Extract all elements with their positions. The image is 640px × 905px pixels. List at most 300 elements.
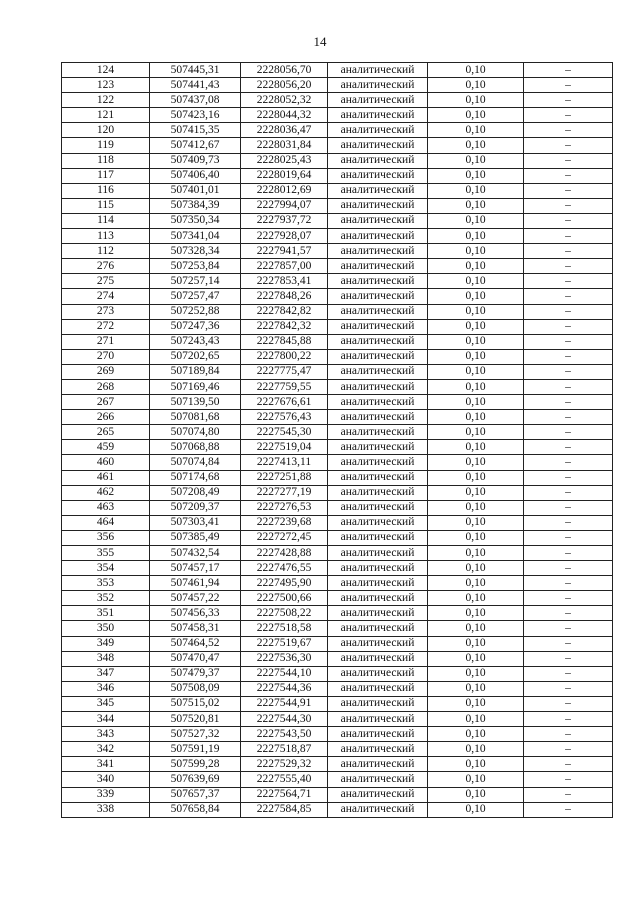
y-coordinate-cell: 2227428,88 xyxy=(241,546,328,561)
point-number-cell: 463 xyxy=(62,500,150,515)
x-coordinate-cell: 507527,32 xyxy=(150,727,241,742)
accuracy-cell: 0,10 xyxy=(428,666,524,681)
method-cell: аналитический xyxy=(328,591,428,606)
accuracy-cell: 0,10 xyxy=(428,470,524,485)
point-number-cell: 464 xyxy=(62,515,150,530)
x-coordinate-cell: 507470,47 xyxy=(150,651,241,666)
method-cell: аналитический xyxy=(328,123,428,138)
x-coordinate-cell: 507384,39 xyxy=(150,198,241,213)
table-row xyxy=(62,138,613,153)
x-coordinate-cell: 507341,04 xyxy=(150,229,241,244)
description-cell: – xyxy=(524,259,613,274)
description-cell: – xyxy=(524,742,613,757)
table-row xyxy=(62,395,613,410)
point-number-cell: 122 xyxy=(62,93,150,108)
x-coordinate-cell: 507208,49 xyxy=(150,485,241,500)
accuracy-cell: 0,10 xyxy=(428,319,524,334)
method-cell: аналитический xyxy=(328,546,428,561)
x-coordinate-cell: 507385,49 xyxy=(150,530,241,545)
method-cell: аналитический xyxy=(328,153,428,168)
table-row xyxy=(62,213,613,228)
accuracy-cell: 0,10 xyxy=(428,78,524,93)
point-number-cell: 113 xyxy=(62,229,150,244)
table-row xyxy=(62,379,613,394)
description-cell: – xyxy=(524,349,613,364)
accuracy-cell: 0,10 xyxy=(428,500,524,515)
x-coordinate-cell: 507252,88 xyxy=(150,304,241,319)
method-cell: аналитический xyxy=(328,651,428,666)
accuracy-cell: 0,10 xyxy=(428,410,524,425)
x-coordinate-cell: 507423,16 xyxy=(150,108,241,123)
accuracy-cell: 0,10 xyxy=(428,515,524,530)
point-number-cell: 117 xyxy=(62,168,150,183)
y-coordinate-cell: 2227536,30 xyxy=(241,651,328,666)
description-cell: – xyxy=(524,63,613,78)
table-row xyxy=(62,425,613,440)
accuracy-cell: 0,10 xyxy=(428,576,524,591)
point-number-cell: 339 xyxy=(62,787,150,802)
x-coordinate-cell: 507139,50 xyxy=(150,395,241,410)
table-row xyxy=(62,727,613,742)
point-number-cell: 112 xyxy=(62,244,150,259)
y-coordinate-cell: 2227518,87 xyxy=(241,742,328,757)
description-cell: – xyxy=(524,651,613,666)
point-number-cell: 341 xyxy=(62,757,150,772)
y-coordinate-cell: 2227518,58 xyxy=(241,621,328,636)
description-cell: – xyxy=(524,229,613,244)
description-cell: – xyxy=(524,274,613,289)
description-cell: – xyxy=(524,244,613,259)
accuracy-cell: 0,10 xyxy=(428,696,524,711)
accuracy-cell: 0,10 xyxy=(428,289,524,304)
accuracy-cell: 0,10 xyxy=(428,757,524,772)
method-cell: аналитический xyxy=(328,63,428,78)
x-coordinate-cell: 507457,17 xyxy=(150,561,241,576)
x-coordinate-cell: 507457,22 xyxy=(150,591,241,606)
description-cell: – xyxy=(524,304,613,319)
description-cell: – xyxy=(524,772,613,787)
y-coordinate-cell: 2227937,72 xyxy=(241,213,328,228)
description-cell: – xyxy=(524,515,613,530)
accuracy-cell: 0,10 xyxy=(428,772,524,787)
description-cell: – xyxy=(524,561,613,576)
description-cell: – xyxy=(524,213,613,228)
table-row xyxy=(62,591,613,606)
x-coordinate-cell: 507432,54 xyxy=(150,546,241,561)
method-cell: аналитический xyxy=(328,561,428,576)
method-cell: аналитический xyxy=(328,621,428,636)
point-number-cell: 118 xyxy=(62,153,150,168)
point-number-cell: 461 xyxy=(62,470,150,485)
accuracy-cell: 0,10 xyxy=(428,440,524,455)
table-row xyxy=(62,319,613,334)
x-coordinate-cell: 507328,34 xyxy=(150,244,241,259)
table-row xyxy=(62,364,613,379)
method-cell: аналитический xyxy=(328,440,428,455)
y-coordinate-cell: 2227529,32 xyxy=(241,757,328,772)
point-number-cell: 342 xyxy=(62,742,150,757)
method-cell: аналитический xyxy=(328,304,428,319)
point-number-cell: 124 xyxy=(62,63,150,78)
method-cell: аналитический xyxy=(328,78,428,93)
x-coordinate-cell: 507458,31 xyxy=(150,621,241,636)
description-cell: – xyxy=(524,395,613,410)
point-number-cell: 120 xyxy=(62,123,150,138)
y-coordinate-cell: 2228012,69 xyxy=(241,183,328,198)
point-number-cell: 460 xyxy=(62,455,150,470)
point-number-cell: 116 xyxy=(62,183,150,198)
y-coordinate-cell: 2228056,70 xyxy=(241,63,328,78)
x-coordinate-cell: 507445,31 xyxy=(150,63,241,78)
page-number: 14 xyxy=(313,34,327,49)
y-coordinate-cell: 2227941,57 xyxy=(241,244,328,259)
x-coordinate-cell: 507068,88 xyxy=(150,440,241,455)
table-row xyxy=(62,93,613,108)
description-cell: – xyxy=(524,727,613,742)
table-row xyxy=(62,63,613,78)
accuracy-cell: 0,10 xyxy=(428,168,524,183)
accuracy-cell: 0,10 xyxy=(428,591,524,606)
table-row xyxy=(62,274,613,289)
y-coordinate-cell: 2227251,88 xyxy=(241,470,328,485)
table-row xyxy=(62,621,613,636)
table-row xyxy=(62,712,613,727)
point-number-cell: 266 xyxy=(62,410,150,425)
description-cell: – xyxy=(524,455,613,470)
accuracy-cell: 0,10 xyxy=(428,606,524,621)
description-cell: – xyxy=(524,787,613,802)
table-row xyxy=(62,757,613,772)
method-cell: аналитический xyxy=(328,500,428,515)
method-cell: аналитический xyxy=(328,470,428,485)
description-cell: – xyxy=(524,108,613,123)
description-cell: – xyxy=(524,289,613,304)
y-coordinate-cell: 2227848,26 xyxy=(241,289,328,304)
y-coordinate-cell: 2227544,36 xyxy=(241,681,328,696)
y-coordinate-cell: 2227543,50 xyxy=(241,727,328,742)
y-coordinate-cell: 2227800,22 xyxy=(241,349,328,364)
point-number-cell: 356 xyxy=(62,530,150,545)
table-row xyxy=(62,455,613,470)
method-cell: аналитический xyxy=(328,727,428,742)
method-cell: аналитический xyxy=(328,772,428,787)
point-number-cell: 121 xyxy=(62,108,150,123)
accuracy-cell: 0,10 xyxy=(428,229,524,244)
description-cell: – xyxy=(524,546,613,561)
method-cell: аналитический xyxy=(328,515,428,530)
y-coordinate-cell: 2227994,07 xyxy=(241,198,328,213)
x-coordinate-cell: 507415,35 xyxy=(150,123,241,138)
x-coordinate-cell: 507520,81 xyxy=(150,712,241,727)
x-coordinate-cell: 507303,41 xyxy=(150,515,241,530)
table-row xyxy=(62,410,613,425)
table-row xyxy=(62,576,613,591)
y-coordinate-cell: 2227500,66 xyxy=(241,591,328,606)
x-coordinate-cell: 507479,37 xyxy=(150,666,241,681)
accuracy-cell: 0,10 xyxy=(428,621,524,636)
y-coordinate-cell: 2227576,43 xyxy=(241,410,328,425)
point-number-cell: 351 xyxy=(62,606,150,621)
description-cell: – xyxy=(524,168,613,183)
method-cell: аналитический xyxy=(328,696,428,711)
table-row xyxy=(62,349,613,364)
table-row xyxy=(62,515,613,530)
x-coordinate-cell: 507657,37 xyxy=(150,787,241,802)
method-cell: аналитический xyxy=(328,198,428,213)
y-coordinate-cell: 2227495,90 xyxy=(241,576,328,591)
point-number-cell: 269 xyxy=(62,364,150,379)
accuracy-cell: 0,10 xyxy=(428,244,524,259)
table-row xyxy=(62,606,613,621)
accuracy-cell: 0,10 xyxy=(428,727,524,742)
description-cell: – xyxy=(524,379,613,394)
table-row xyxy=(62,500,613,515)
method-cell: аналитический xyxy=(328,334,428,349)
accuracy-cell: 0,10 xyxy=(428,274,524,289)
description-cell: – xyxy=(524,500,613,515)
point-number-cell: 347 xyxy=(62,666,150,681)
method-cell: аналитический xyxy=(328,666,428,681)
x-coordinate-cell: 507202,65 xyxy=(150,349,241,364)
table-row xyxy=(62,530,613,545)
method-cell: аналитический xyxy=(328,636,428,651)
description-cell: – xyxy=(524,621,613,636)
x-coordinate-cell: 507461,94 xyxy=(150,576,241,591)
method-cell: аналитический xyxy=(328,289,428,304)
accuracy-cell: 0,10 xyxy=(428,123,524,138)
description-cell: – xyxy=(524,198,613,213)
method-cell: аналитический xyxy=(328,274,428,289)
y-coordinate-cell: 2228056,20 xyxy=(241,78,328,93)
table-row xyxy=(62,334,613,349)
x-coordinate-cell: 507189,84 xyxy=(150,364,241,379)
description-cell: – xyxy=(524,591,613,606)
table-row xyxy=(62,259,613,274)
point-number-cell: 349 xyxy=(62,636,150,651)
x-coordinate-cell: 507591,19 xyxy=(150,742,241,757)
method-cell: аналитический xyxy=(328,787,428,802)
description-cell: – xyxy=(524,666,613,681)
point-number-cell: 340 xyxy=(62,772,150,787)
accuracy-cell: 0,10 xyxy=(428,546,524,561)
x-coordinate-cell: 507409,73 xyxy=(150,153,241,168)
point-number-cell: 353 xyxy=(62,576,150,591)
y-coordinate-cell: 2227544,10 xyxy=(241,666,328,681)
y-coordinate-cell: 2227759,55 xyxy=(241,379,328,394)
accuracy-cell: 0,10 xyxy=(428,213,524,228)
method-cell: аналитический xyxy=(328,379,428,394)
table-row xyxy=(62,636,613,651)
description-cell: – xyxy=(524,153,613,168)
point-number-cell: 346 xyxy=(62,681,150,696)
description-cell: – xyxy=(524,757,613,772)
x-coordinate-cell: 507257,14 xyxy=(150,274,241,289)
table-row xyxy=(62,304,613,319)
y-coordinate-cell: 2227584,85 xyxy=(241,802,328,817)
accuracy-cell: 0,10 xyxy=(428,304,524,319)
y-coordinate-cell: 2227928,07 xyxy=(241,229,328,244)
table-row xyxy=(62,742,613,757)
y-coordinate-cell: 2227272,45 xyxy=(241,530,328,545)
x-coordinate-cell: 507247,36 xyxy=(150,319,241,334)
accuracy-cell: 0,10 xyxy=(428,198,524,213)
y-coordinate-cell: 2227544,91 xyxy=(241,696,328,711)
accuracy-cell: 0,10 xyxy=(428,334,524,349)
x-coordinate-cell: 507401,01 xyxy=(150,183,241,198)
accuracy-cell: 0,10 xyxy=(428,259,524,274)
y-coordinate-cell: 2227413,11 xyxy=(241,455,328,470)
point-number-cell: 459 xyxy=(62,440,150,455)
point-number-cell: 345 xyxy=(62,696,150,711)
table-row xyxy=(62,470,613,485)
point-number-cell: 462 xyxy=(62,485,150,500)
method-cell: аналитический xyxy=(328,410,428,425)
point-number-cell: 276 xyxy=(62,259,150,274)
table-row xyxy=(62,681,613,696)
x-coordinate-cell: 507350,34 xyxy=(150,213,241,228)
x-coordinate-cell: 507508,09 xyxy=(150,681,241,696)
table-row xyxy=(62,108,613,123)
y-coordinate-cell: 2227519,67 xyxy=(241,636,328,651)
method-cell: аналитический xyxy=(328,244,428,259)
method-cell: аналитический xyxy=(328,138,428,153)
accuracy-cell: 0,10 xyxy=(428,379,524,394)
point-number-cell: 270 xyxy=(62,349,150,364)
table-row xyxy=(62,229,613,244)
accuracy-cell: 0,10 xyxy=(428,108,524,123)
description-cell: – xyxy=(524,636,613,651)
y-coordinate-cell: 2227845,88 xyxy=(241,334,328,349)
y-coordinate-cell: 2227276,53 xyxy=(241,500,328,515)
method-cell: аналитический xyxy=(328,364,428,379)
table-row xyxy=(62,289,613,304)
x-coordinate-cell: 507639,69 xyxy=(150,772,241,787)
accuracy-cell: 0,10 xyxy=(428,425,524,440)
accuracy-cell: 0,10 xyxy=(428,561,524,576)
description-cell: – xyxy=(524,802,613,817)
table-body xyxy=(62,63,613,818)
point-number-cell: 273 xyxy=(62,304,150,319)
table-row xyxy=(62,802,613,817)
y-coordinate-cell: 2227239,68 xyxy=(241,515,328,530)
table-row xyxy=(62,198,613,213)
x-coordinate-cell: 507658,84 xyxy=(150,802,241,817)
method-cell: аналитический xyxy=(328,802,428,817)
x-coordinate-cell: 507412,67 xyxy=(150,138,241,153)
table-row xyxy=(62,561,613,576)
description-cell: – xyxy=(524,334,613,349)
x-coordinate-cell: 507253,84 xyxy=(150,259,241,274)
method-cell: аналитический xyxy=(328,319,428,334)
description-cell: – xyxy=(524,470,613,485)
y-coordinate-cell: 2227676,61 xyxy=(241,395,328,410)
y-coordinate-cell: 2228031,84 xyxy=(241,138,328,153)
method-cell: аналитический xyxy=(328,425,428,440)
point-number-cell: 344 xyxy=(62,712,150,727)
description-cell: – xyxy=(524,576,613,591)
point-number-cell: 271 xyxy=(62,334,150,349)
description-cell: – xyxy=(524,606,613,621)
table-row xyxy=(62,183,613,198)
point-number-cell: 115 xyxy=(62,198,150,213)
y-coordinate-cell: 2227564,71 xyxy=(241,787,328,802)
point-number-cell: 354 xyxy=(62,561,150,576)
x-coordinate-cell: 507441,43 xyxy=(150,78,241,93)
table-row xyxy=(62,485,613,500)
description-cell: – xyxy=(524,681,613,696)
point-number-cell: 119 xyxy=(62,138,150,153)
point-number-cell: 123 xyxy=(62,78,150,93)
point-number-cell: 265 xyxy=(62,425,150,440)
method-cell: аналитический xyxy=(328,757,428,772)
table-row xyxy=(62,440,613,455)
x-coordinate-cell: 507406,40 xyxy=(150,168,241,183)
point-number-cell: 348 xyxy=(62,651,150,666)
y-coordinate-cell: 2227555,40 xyxy=(241,772,328,787)
method-cell: аналитический xyxy=(328,742,428,757)
y-coordinate-cell: 2227775,47 xyxy=(241,364,328,379)
description-cell: – xyxy=(524,319,613,334)
x-coordinate-cell: 507257,47 xyxy=(150,289,241,304)
y-coordinate-cell: 2228025,43 xyxy=(241,153,328,168)
point-number-cell: 275 xyxy=(62,274,150,289)
method-cell: аналитический xyxy=(328,576,428,591)
accuracy-cell: 0,10 xyxy=(428,636,524,651)
description-cell: – xyxy=(524,440,613,455)
description-cell: – xyxy=(524,78,613,93)
method-cell: аналитический xyxy=(328,681,428,696)
accuracy-cell: 0,10 xyxy=(428,681,524,696)
y-coordinate-cell: 2227519,04 xyxy=(241,440,328,455)
x-coordinate-cell: 507169,46 xyxy=(150,379,241,394)
table-row xyxy=(62,78,613,93)
accuracy-cell: 0,10 xyxy=(428,153,524,168)
accuracy-cell: 0,10 xyxy=(428,138,524,153)
method-cell: аналитический xyxy=(328,485,428,500)
accuracy-cell: 0,10 xyxy=(428,364,524,379)
x-coordinate-cell: 507599,28 xyxy=(150,757,241,772)
y-coordinate-cell: 2227842,32 xyxy=(241,319,328,334)
description-cell: – xyxy=(524,696,613,711)
description-cell: – xyxy=(524,183,613,198)
description-cell: – xyxy=(524,123,613,138)
accuracy-cell: 0,10 xyxy=(428,485,524,500)
point-number-cell: 343 xyxy=(62,727,150,742)
y-coordinate-cell: 2228019,64 xyxy=(241,168,328,183)
x-coordinate-cell: 507074,80 xyxy=(150,425,241,440)
y-coordinate-cell: 2228044,32 xyxy=(241,108,328,123)
y-coordinate-cell: 2227545,30 xyxy=(241,425,328,440)
table-row xyxy=(62,244,613,259)
description-cell: – xyxy=(524,410,613,425)
accuracy-cell: 0,10 xyxy=(428,651,524,666)
point-number-cell: 352 xyxy=(62,591,150,606)
method-cell: аналитический xyxy=(328,168,428,183)
method-cell: аналитический xyxy=(328,93,428,108)
x-coordinate-cell: 507081,68 xyxy=(150,410,241,425)
table-row xyxy=(62,772,613,787)
table-row xyxy=(62,546,613,561)
accuracy-cell: 0,10 xyxy=(428,395,524,410)
accuracy-cell: 0,10 xyxy=(428,183,524,198)
x-coordinate-cell: 507174,68 xyxy=(150,470,241,485)
point-number-cell: 338 xyxy=(62,802,150,817)
point-number-cell: 268 xyxy=(62,379,150,394)
accuracy-cell: 0,10 xyxy=(428,802,524,817)
y-coordinate-cell: 2227857,00 xyxy=(241,259,328,274)
point-number-cell: 267 xyxy=(62,395,150,410)
y-coordinate-cell: 2227842,82 xyxy=(241,304,328,319)
